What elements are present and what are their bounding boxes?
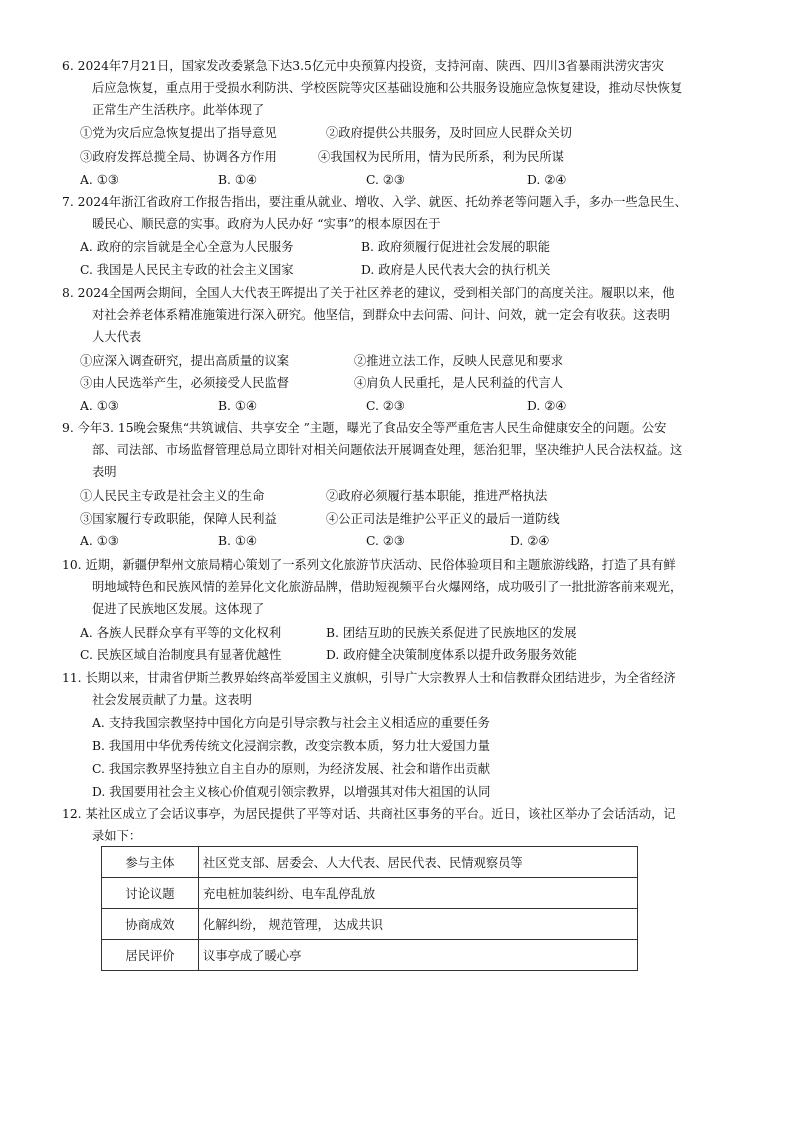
question-6-statement-1: ①党为灾后应急恢复提出了指导意见 bbox=[80, 126, 277, 140]
question-8-option-c: C. ②③ bbox=[366, 399, 405, 413]
question-6 bbox=[62, 55, 738, 121]
question-6-statement-3: ③政府发挥总揽全局、协调各方作用 bbox=[80, 150, 277, 164]
question-9 bbox=[62, 417, 738, 483]
table-row bbox=[102, 878, 638, 909]
question-11-option-d: D. 我国要用社会主义核心价值观引领宗教界，以增强其对伟大祖国的认同 bbox=[92, 785, 491, 799]
question-8-statement-3: ③由人民选举产生，必须接受人民监督 bbox=[80, 376, 290, 390]
question-8-statement-4: ④肩负人民重托，是人民利益的代言人 bbox=[354, 376, 564, 390]
question-8-statement-1: ①应深入调查研究，提出高质量的议案 bbox=[80, 354, 290, 368]
question-9-line-1: 9. 今年3. 15晚会聚焦“共筑诚信、共享安全 ”主题，曝光了食品安全等严重危害人民生命健康安全的问题。公安 bbox=[62, 421, 667, 435]
table-row-value: 社区党支部、居委会、人大代表、居民代表、民情观察员等 bbox=[199, 847, 638, 878]
table-row bbox=[102, 940, 638, 971]
question-10-line-1: 10. 近期，新疆伊犁州文旅局精心策划了一系列文化旅游节庆活动、民俗体验项目和主题旅游线路，打造了具有鲜 bbox=[62, 558, 676, 572]
question-8-option-a: A. ①③ bbox=[80, 399, 119, 413]
question-9-statement-3: ③国家履行专政职能，保障人民利益 bbox=[80, 512, 277, 526]
question-6-option-a: A. ①③ bbox=[80, 173, 119, 187]
question-8-statement-2: ②推进立法工作，反映人民意见和要求 bbox=[354, 354, 564, 368]
question-7-option-d: D. 政府是人民代表大会的执行机关 bbox=[361, 263, 551, 277]
table-row bbox=[102, 909, 638, 940]
question-6-statement-4: ④我国权为民所用，情为民所系，利为民所谋 bbox=[318, 150, 564, 164]
question-10-option-c: C. 民族区域自治制度具有显著优越性 bbox=[80, 648, 282, 662]
question-6-option-b: B. ①④ bbox=[218, 173, 257, 187]
question-6-line-3: 正常生产生活秩序。此举体现了 bbox=[92, 103, 265, 117]
question-8-option-d: D. ②④ bbox=[527, 399, 567, 413]
question-11-option-c: C. 我国宗教界坚持独立自主自办的原则，为经济发展、社会和谐作出贡献 bbox=[92, 762, 490, 776]
question-6-option-d: D. ②④ bbox=[527, 173, 567, 187]
question-6-line-1: 6. 2024年7月21日，国家发改委紧急下达3.5亿元中央预算内投资，支持河南、陕西、四川3省暴雨洪涝灾害灾 bbox=[62, 59, 664, 73]
question-10-option-d: D. 政府健全决策制度体系以提升政务服务效能 bbox=[326, 648, 577, 662]
question-9-option-d: D. ②④ bbox=[510, 534, 550, 548]
question-6-statement-2: ②政府提供公共服务，及时回应人民群众关切 bbox=[326, 126, 572, 140]
table-row-header: 讨论议题 bbox=[102, 878, 199, 909]
table-row-value: 议事亭成了暖心亭 bbox=[199, 940, 638, 971]
question-8-option-b: B. ①④ bbox=[218, 399, 257, 413]
question-9-statement-4: ④公正司法是维护公平正义的最后一道防线 bbox=[326, 512, 560, 526]
table-row-header: 协商成效 bbox=[102, 909, 199, 940]
question-7-option-b: B. 政府须履行促进社会发展的职能 bbox=[361, 240, 551, 254]
question-11-line-1: 11. 长期以来，甘肃省伊斯兰教界始终高举爱国主义旗帜，引导广大宗教界人士和信教群众团结进步，为全省经济 bbox=[62, 671, 676, 685]
question-9-line-3: 表明 bbox=[92, 465, 117, 479]
question-9-option-c: C. ②③ bbox=[366, 534, 405, 548]
table-row-value: 充电桩加装纠纷、电车乱停乱放 bbox=[199, 878, 638, 909]
question-9-line-2: 部、司法部、市场监督管理总局立即针对相关问题依法开展调查处理，惩治犯罪，坚决维护人民合法权益。这 bbox=[92, 443, 683, 457]
question-6-option-c: C. ②③ bbox=[366, 173, 405, 187]
question-11-line-2: 社会发展贡献了力量。这表明 bbox=[92, 693, 252, 707]
table-row bbox=[102, 847, 638, 878]
question-8 bbox=[62, 282, 738, 348]
question-12-line-2: 录如下： bbox=[92, 829, 142, 843]
question-9-option-b: B. ①④ bbox=[218, 534, 257, 548]
question-10-option-b: B. 团结互助的民族关系促进了民族地区的发展 bbox=[326, 626, 577, 640]
question-7-line-1: 7. 2024年浙江省政府工作报告指出，要注重从就业、增收、入学、就医、托幼养老等问题入手，多办一些急民生、 bbox=[62, 195, 687, 209]
meeting-record-table bbox=[101, 846, 638, 971]
question-10-line-2: 明地域特色和民族风情的差异化文化旅游品牌，借助短视频平台火爆网络，成功吸引了一批批游客前来观光， bbox=[92, 580, 683, 594]
question-9-option-a: A. ①③ bbox=[80, 534, 119, 548]
table-row-value: 化解纠纷， 规范管理， 达成共识 bbox=[199, 909, 638, 940]
question-8-line-1: 8. 2024全国两会期间，全国人大代表王晖提出了关于社区养老的建议，受到相关部门的高度关注。履职以来，他 bbox=[62, 286, 675, 300]
question-7-option-a: A. 政府的宗旨就是全心全意为人民服务 bbox=[80, 240, 294, 254]
question-6-line-2: 后应急恢复，重点用于受损水利防洪、学校医院等灾区基础设施和公共服务设施应急恢复建设，推动尽快恢复 bbox=[92, 81, 683, 95]
table-row-header: 居民评价 bbox=[102, 940, 199, 971]
question-7-line-2: 暖民心、顺民意的实事。政府为人民办好 “实事”的根本原因在于 bbox=[92, 217, 441, 231]
question-10 bbox=[62, 554, 738, 620]
question-11 bbox=[62, 667, 738, 711]
question-12 bbox=[62, 803, 738, 847]
question-10-line-3: 促进了民族地区发展。这体现了 bbox=[92, 602, 265, 616]
question-9-statement-1: ①人民民主专政是社会主义的生命 bbox=[80, 489, 265, 503]
question-7-option-c: C. 我国是人民民主专政的社会主义国家 bbox=[80, 263, 294, 277]
question-7 bbox=[62, 191, 738, 235]
table-row-header: 参与主体 bbox=[102, 847, 199, 878]
question-8-line-3: 人大代表 bbox=[92, 330, 142, 344]
question-8-line-2: 对社会养老体系精准施策进行深入研究。他坚信，到群众中去问需、问计、问效，就一定会有收获。这表明 bbox=[92, 308, 670, 322]
question-10-option-a: A. 各族人民群众享有平等的文化权利 bbox=[80, 626, 282, 640]
question-9-statement-2: ②政府必须履行基本职能，推进严格执法 bbox=[326, 489, 548, 503]
question-11-option-b: B. 我国用中华优秀传统文化浸润宗教，改变宗教本质，努力壮大爱国力量 bbox=[92, 739, 491, 753]
question-11-option-a: A. 支持我国宗教坚持中国化方向是引导宗教与社会主义相适应的重要任务 bbox=[92, 716, 490, 730]
question-12-line-1: 12. 某社区成立了会话议事亭，为居民提供了平等对话、共商社区事务的平台。近日，该社区举办了会话活动，记 bbox=[62, 807, 676, 821]
